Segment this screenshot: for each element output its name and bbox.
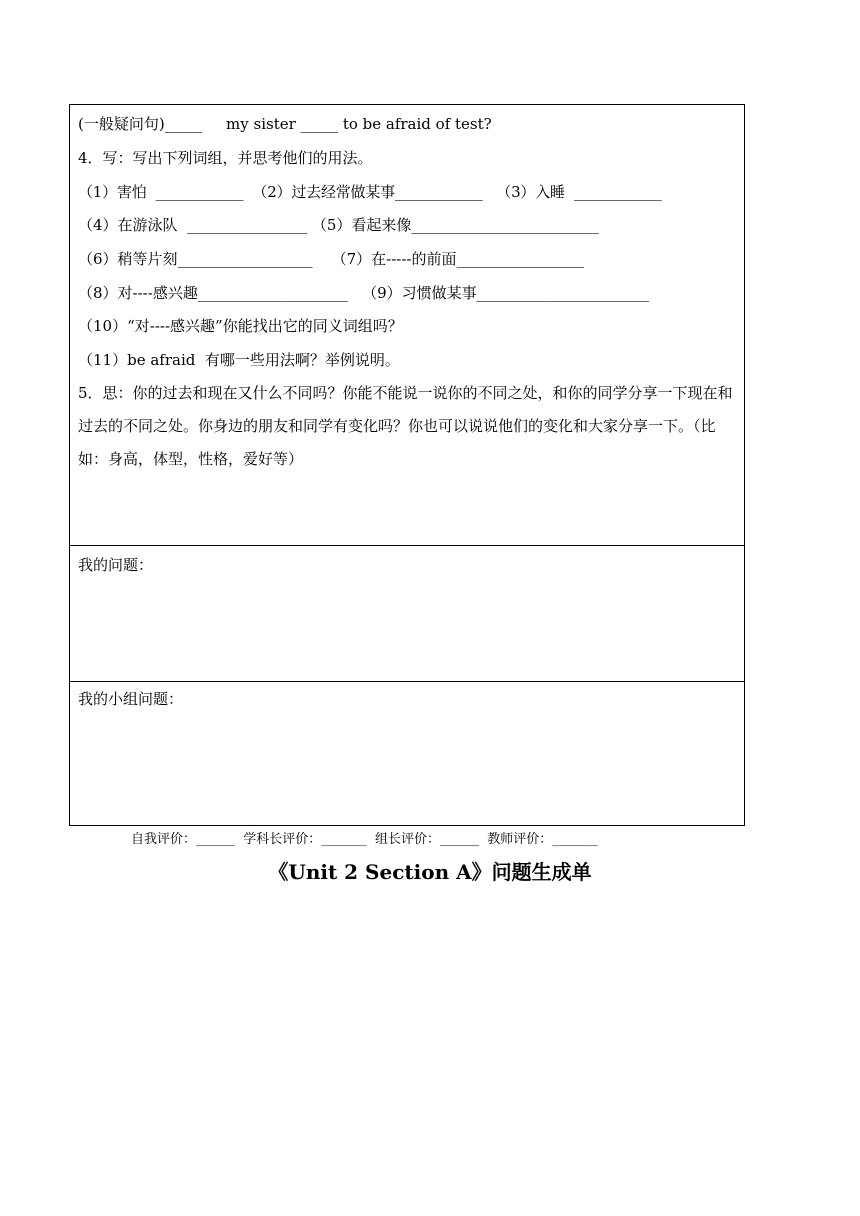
q4-row-2: （4）在游泳队 ________________ （5）看起来像_________________________: [78, 216, 599, 234]
group-questions-label: 我的小组问题：: [78, 690, 184, 708]
q4-heading: 4．写：写出下列词组，并思考他们的用法。: [78, 149, 373, 167]
q4-row-3: （6）稍等片刻__________________ （7）在-----的前面_________________: [78, 250, 585, 268]
q4-row-6: （11）be afraid 有哪一些用法啊？举例说明。: [78, 351, 400, 369]
evaluation-line: 自我评价：______ 学科长评价：_______ 组长评价：______ 教师评价：_______: [131, 832, 598, 847]
question-line: (一般疑问句)_____ my sister _____ to be afraid of test?: [78, 115, 492, 133]
my-questions-cell: [70, 546, 744, 682]
q4-row-1: （1）害怕 ____________ （2）过去经常做某事____________ （3）入睡 ____________: [78, 183, 662, 201]
q5-text: 5．思：你的过去和现在又什么不同吗？你能不能说一说你的不同之处，和你的同学分享一下现在和过去的不同之处。你身边的朋友和同学有变化吗？你也可以说说他们的变化和大家分享一下。（比如：身高，体型，性格，爱好等）: [78, 384, 733, 468]
my-questions-label: 我的问题：: [78, 556, 154, 574]
q4-row-5: （10）“对----感兴趣”你能找出它的同义词组吗？: [78, 317, 403, 335]
q4-row-4: （8）对----感兴趣____________________ （9）习惯做某事_______________________: [78, 284, 650, 302]
page-title: 《Unit 2 Section A》问题生成单: [268, 860, 592, 884]
group-questions-cell: [70, 682, 744, 826]
questions-cell: [70, 105, 744, 546]
worksheet-table: [69, 104, 745, 826]
